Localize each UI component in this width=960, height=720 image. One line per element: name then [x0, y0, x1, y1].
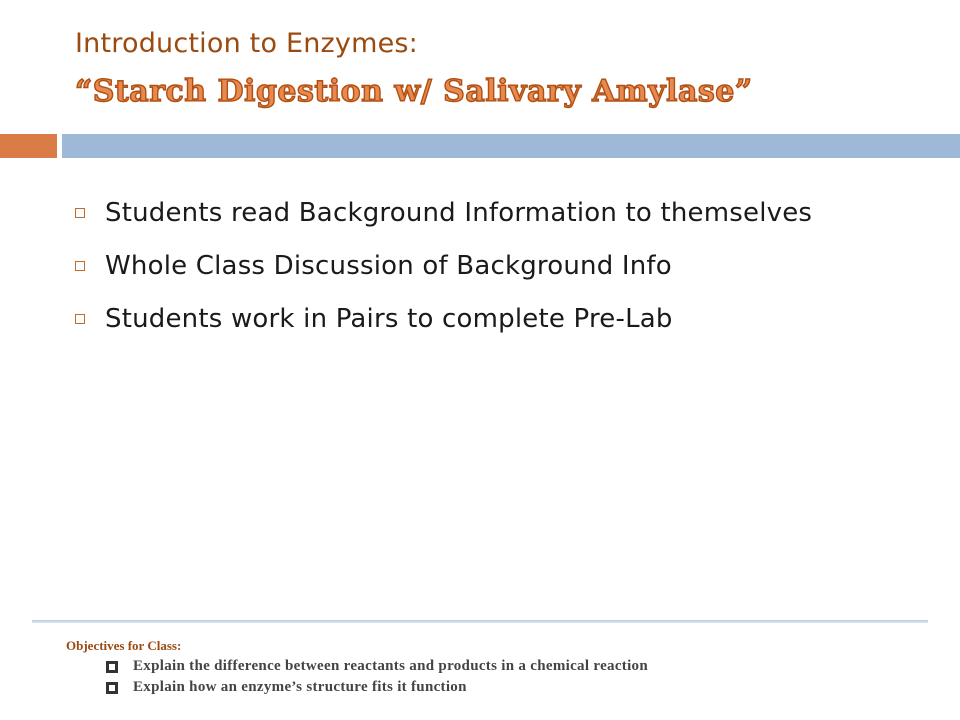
bullet-text: Students read Background Information to themselves	[105, 197, 813, 228]
bullet-text: Whole Class Discussion of Background Info	[105, 250, 672, 281]
square-bullet-icon	[75, 208, 85, 218]
objective-text: Explain how an enzyme’s structure fits it function	[133, 679, 467, 695]
objective-text: Explain the difference between reactants and products in a chemical reaction	[133, 658, 648, 674]
bullet-item	[75, 239, 812, 292]
objectives-heading: Objectives for Class:	[66, 638, 182, 653]
bullet-item	[75, 186, 812, 239]
header-band	[62, 134, 960, 158]
bullet-item	[75, 292, 812, 345]
slide-title: Introduction to Enzymes:	[75, 28, 418, 59]
square-bullet-icon	[75, 314, 85, 324]
bullet-text: Students work in Pairs to complete Pre-Lab	[105, 303, 673, 334]
square-bullet-icon	[106, 682, 118, 694]
square-bullet-icon	[106, 661, 118, 673]
bullet-list	[75, 186, 812, 345]
square-bullet-icon	[75, 261, 85, 271]
slide-subtitle: “Starch Digestion w/ Salivary Amylase”	[75, 74, 753, 109]
objective-item	[106, 677, 648, 698]
accent-bar	[0, 134, 57, 158]
footer-divider	[32, 620, 928, 623]
objective-item	[106, 656, 648, 677]
objectives-list	[106, 656, 648, 698]
